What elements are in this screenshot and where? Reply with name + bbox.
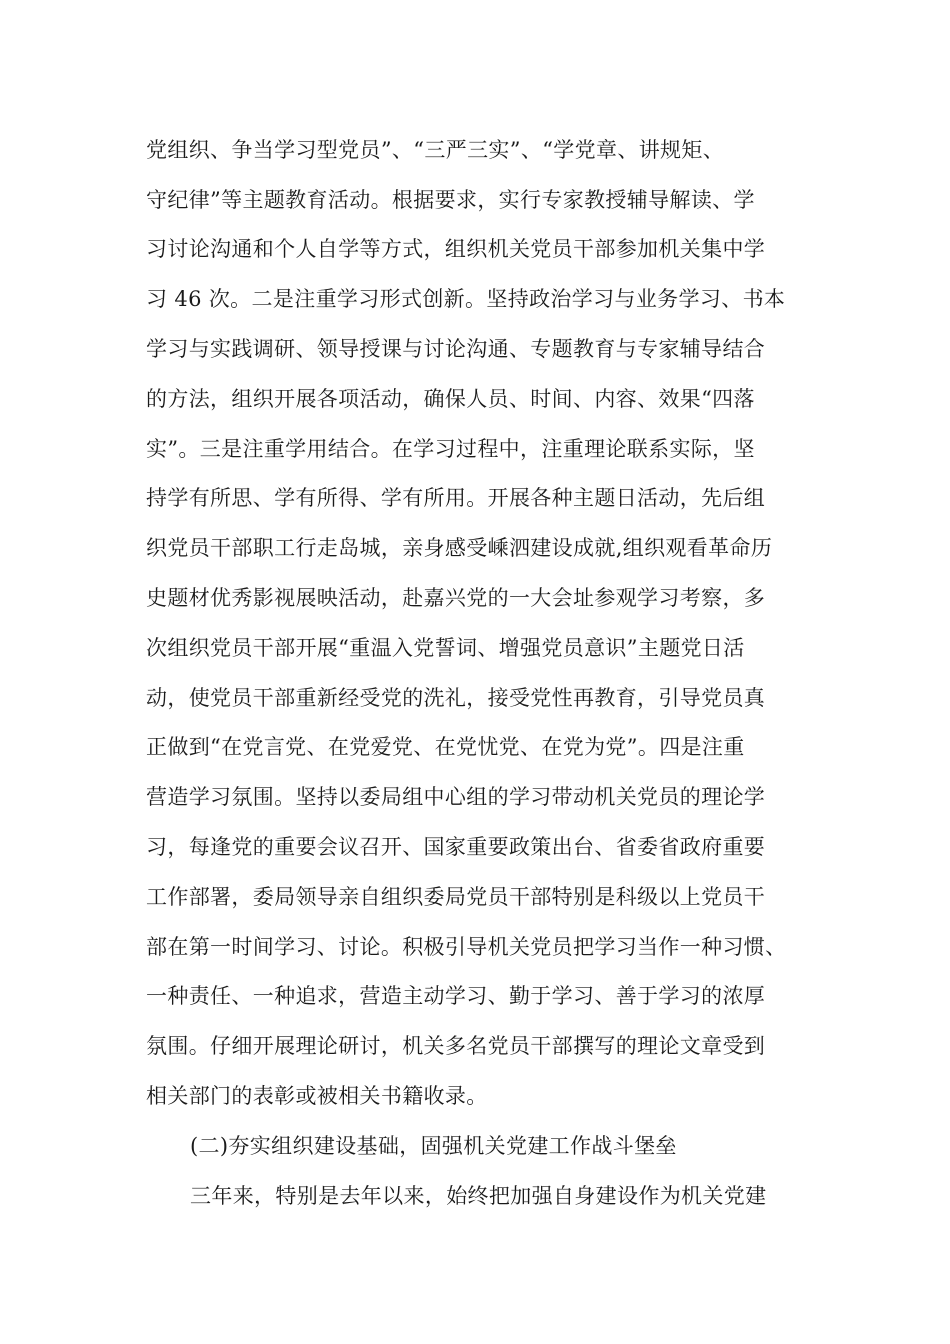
body-line: 部在第一时间学习、讨论。积极引导机关党员把学习当作一种习惯、	[146, 935, 787, 959]
body-line: 党组织、争当学习型党员”、“三严三实”、“学党章、讲规矩、	[146, 138, 725, 162]
body-line: 习，每逢党的重要会议召开、国家重要政策出台、省委省政府重要	[146, 835, 766, 859]
body-line: 持学有所思、学有所得、学有所用。开展各种主题日活动，先后组	[146, 486, 766, 510]
body-line: 史题材优秀影视展映活动，赴嘉兴党的一大会址参观学习考察，多	[146, 586, 766, 610]
body-line: 习讨论沟通和个人自学等方式，组织机关党员干部参加机关集中学	[146, 237, 766, 261]
body-line: 守纪律”等主题教育活动。根据要求，实行专家教授辅导解读、学	[146, 188, 755, 212]
body-line: 织党员干部职工行走岛城，亲身感受嵊泗建设成就,组织观看革命历	[146, 536, 773, 560]
section-heading: (二)夯实组织建设基础，固强机关党建工作战斗堡垒	[190, 1134, 677, 1158]
body-line: 相关部门的表彰或被相关书籍收录。	[146, 1084, 488, 1108]
body-line: 动，使党员干部重新经受党的洗礼，接受党性再教育，引导党员真	[146, 686, 766, 710]
body-line: 学习与实践调研、领导授课与讨论沟通、专题教育与专家辅导结合	[146, 337, 766, 361]
body-line: 氛围。仔细开展理论研讨，机关多名党员干部撰写的理论文章受到	[146, 1034, 766, 1058]
body-line: 次组织党员干部开展“重温入党誓词、增强党员意识”主题党日活	[146, 636, 745, 660]
body-line: 营造学习氛围。坚持以委局组中心组的学习带动机关党员的理论学	[146, 785, 766, 809]
body-line: 三年来，特别是去年以来，始终把加强自身建设作为机关党建	[190, 1184, 767, 1208]
body-line: 正做到“在党言党、在党爱党、在党忧党、在党为党”。四是注重	[146, 735, 745, 759]
body-line: 的方法，组织开展各项活动，确保人员、时间、内容、效果“四落	[146, 387, 755, 411]
body-line: 习 46 次。二是注重学习形式创新。坚持政治学习与业务学习、书本	[146, 287, 786, 311]
body-line: 实”。三是注重学用结合。在学习过程中，注重理论联系实际，坚	[146, 437, 755, 461]
body-line: 一种责任、一种追求，营造主动学习、勤于学习、善于学习的浓厚	[146, 984, 766, 1008]
body-line: 工作部署，委局领导亲自组织委局党员干部特别是科级以上党员干	[146, 885, 766, 909]
